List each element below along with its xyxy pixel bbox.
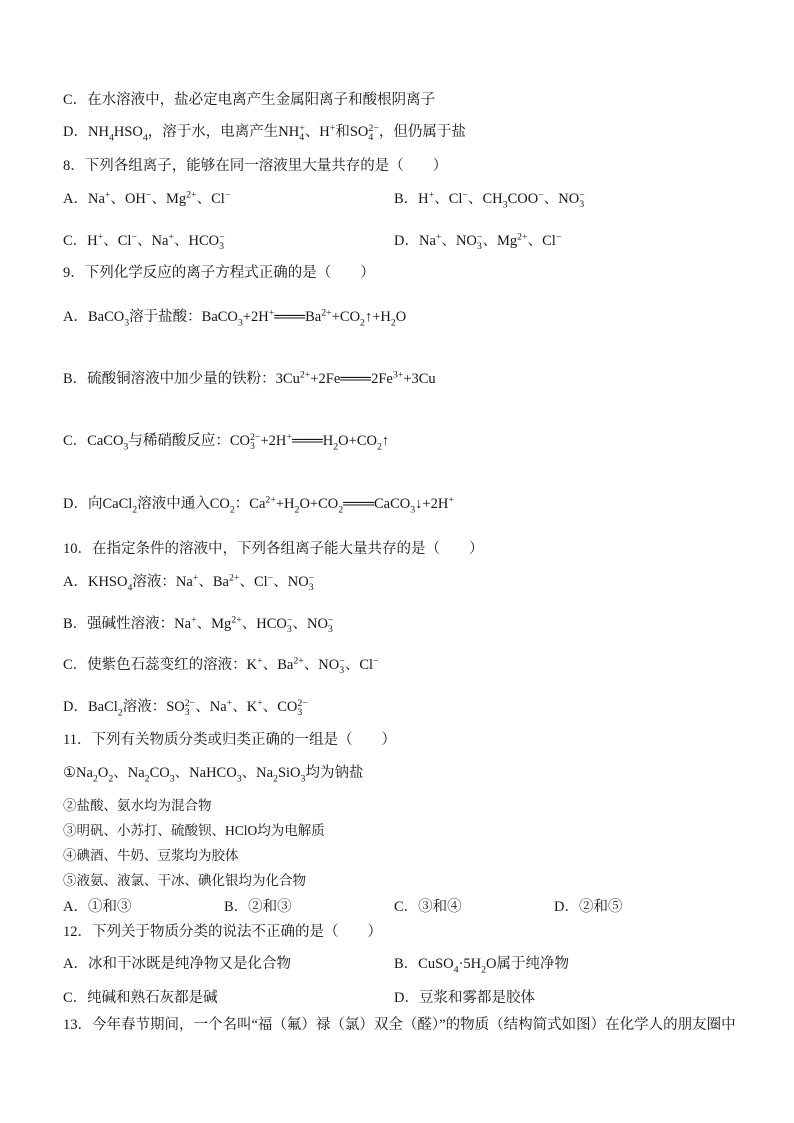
text-run: 、NO (273, 574, 309, 590)
text-run: D．BaCl (63, 699, 118, 715)
subscript: 4 (453, 964, 459, 976)
superscript: 2− (184, 697, 196, 709)
text-run: ：Ca (234, 496, 266, 512)
text-run: +3Cu (403, 371, 436, 387)
subscript: 2 (132, 504, 138, 516)
superscript: 2− (297, 697, 308, 709)
text-run: ①Na (63, 765, 93, 781)
text-run: C．使紫色石蕊变红的溶液：K (63, 657, 258, 673)
q11-stem: 11．下列有关物质分类或归类正确的一组是（ ） (63, 732, 396, 748)
text-run: 、H (304, 124, 330, 140)
superscript: − (145, 189, 152, 201)
subscript: 3 (236, 773, 242, 785)
text-run: 、Na (195, 699, 227, 715)
text-run: 、HCO (241, 616, 287, 632)
superscript: − (219, 231, 225, 243)
superscript: + (192, 572, 199, 584)
subscript: 4 (368, 132, 374, 144)
text-run: A．BaCO (63, 309, 125, 325)
text-run: 溶液中通入CO (137, 496, 230, 512)
text-run: B．强碱性溶液：Na (63, 616, 192, 632)
subscript: 2 (108, 773, 114, 785)
text-run: ，溶于水，电离产生 (147, 124, 279, 140)
superscript: + (286, 431, 292, 443)
subscript: 3 (327, 624, 333, 636)
q12-option-d: D．豆浆和雾都是胶体 (394, 990, 535, 1006)
text-run: 、Ba (198, 574, 229, 590)
text-run: C．H (63, 233, 98, 249)
superscript: + (191, 614, 197, 626)
superscript: 2+ (517, 231, 528, 243)
text-run: 、Cl (527, 233, 556, 249)
subscript: 3 (502, 199, 508, 211)
q11-item-3: ③明矾、小苏打、硫酸钡、HClO均为电解质 (63, 823, 325, 838)
q11-item-2: ②盐酸、氨水均为混合物 (63, 798, 212, 813)
superscript: − (267, 572, 274, 584)
q11-option-c: C．③和④ (394, 899, 462, 915)
text-run: 、CO (262, 699, 298, 715)
q10-option-d (63, 697, 308, 717)
text-run: 、Cl (344, 657, 374, 673)
subscript: 4 (299, 132, 305, 144)
text-run: 、Cl (239, 574, 268, 590)
q8-stem: 8．下列各组离子，能够在同一溶液里大量共存的是（ ） (63, 158, 448, 174)
superscript: + (329, 122, 336, 134)
text-run: O+CO (338, 433, 377, 449)
q12-stem: 12．下列关于物质分类的说法不正确的是（ ） (63, 924, 382, 940)
superscript: − (286, 614, 293, 626)
text-run: +2Fe═══2Fe (310, 371, 393, 387)
text-run: 、HCO (173, 233, 220, 249)
subscript: 3 (184, 707, 190, 719)
superscript: + (257, 697, 263, 709)
subscript: 4 (127, 582, 133, 594)
superscript: + (257, 655, 263, 667)
charge-stack (297, 699, 307, 719)
q12-option-c: C．纯碱和熟石灰都是碱 (63, 990, 218, 1006)
text-run: O属于纯净物 (486, 956, 570, 972)
text-run: 、Mg (151, 191, 187, 207)
subscript: 2 (273, 773, 278, 785)
text-run: D．Na (394, 233, 436, 249)
superscript: 2+ (231, 614, 242, 626)
q10-stem: 10．在指定条件的溶液中，下列各组离子能大量共存的是（ ） (63, 541, 484, 557)
charge-stack (219, 233, 225, 253)
text-run: 溶于盐酸：BaCO (129, 309, 238, 325)
superscript: 2+ (293, 655, 304, 667)
text-run: 、Na (241, 765, 274, 781)
subscript: 2 (229, 504, 235, 516)
text-run: O (395, 309, 407, 325)
subscript: 2 (376, 441, 382, 453)
text-run: A．Na (63, 191, 105, 207)
subscript: 3 (169, 773, 175, 785)
text-run: 溶液：SO (122, 699, 185, 715)
q9-option-a (63, 307, 406, 327)
superscript: − (476, 231, 483, 243)
subscript: 4 (142, 132, 148, 144)
superscript: 2+ (265, 494, 276, 506)
q8-option-a (63, 189, 230, 209)
q10-option-b (63, 614, 333, 634)
text-run: 、Cl (196, 191, 225, 207)
subscript: 4 (108, 132, 114, 144)
q8-option-b (394, 189, 585, 209)
q9-option-c (63, 431, 389, 451)
q12-option-b (394, 954, 569, 974)
subscript: 2 (338, 504, 344, 516)
subscript: 3 (300, 773, 306, 785)
q11-item-5: ⑤液氨、液氯、干冰、碘化银均为化合物 (63, 873, 306, 888)
subscript: 3 (124, 317, 130, 329)
text-run: +2H (260, 433, 287, 449)
q13-stem: 13．今年春节期间，一个名叫“福（氟）禄（氯）双全（醛）”的物质（结构简式如图）在化学人的朋友圈中 (63, 1017, 736, 1033)
text-run: 、NaHCO (174, 765, 237, 781)
superscript: + (435, 231, 442, 243)
superscript: 2− (250, 431, 261, 443)
text-run: ↑+H (364, 309, 391, 325)
text-run: NH (278, 124, 300, 140)
superscript: + (268, 307, 275, 319)
text-run: HSO (113, 124, 143, 140)
text-run: ·5H (458, 956, 482, 972)
q7-option-c: C．在水溶液中，盐必定电离产生金属阳离子和酸根阴离子 (63, 92, 436, 108)
subscript: 2 (481, 964, 487, 976)
text-run: 与稀硝酸反应：CO (128, 433, 250, 449)
q11-option-d: D．②和⑤ (554, 899, 623, 915)
text-run: 和SO (335, 124, 369, 140)
subscript: 2 (390, 317, 396, 329)
text-run: 、Mg (196, 616, 232, 632)
text-run: 、Cl (103, 233, 132, 249)
q9-option-b (63, 369, 436, 389)
text-run: COO (507, 191, 539, 207)
text-run: D． (63, 124, 88, 140)
text-run: +H (275, 496, 295, 512)
text-run: NH (87, 124, 109, 140)
text-run: A．KHSO (63, 574, 128, 590)
subscript: 3 (297, 707, 303, 719)
subscript: 3 (339, 665, 345, 677)
superscript: + (299, 122, 305, 134)
q10-option-a (63, 572, 314, 592)
text-run: 、NO (292, 616, 328, 632)
subscript: 2 (294, 504, 300, 516)
subscript: 3 (250, 441, 255, 453)
superscript: − (579, 189, 585, 201)
subscript: 2 (144, 773, 150, 785)
subscript: 3 (579, 199, 585, 211)
superscript: − (462, 189, 468, 201)
subscript: 2 (360, 317, 365, 329)
charge-stack (368, 124, 378, 144)
superscript: − (327, 614, 334, 626)
text-run: 均为钠盐 (305, 765, 364, 781)
subscript: 3 (410, 504, 416, 516)
superscript: 2+ (228, 572, 240, 584)
q9-option-d (63, 494, 454, 514)
text-run: 、Na (136, 233, 169, 249)
superscript: + (428, 189, 435, 201)
text-run: ═══H (291, 433, 334, 449)
text-run: ，但仍属于盐 (378, 124, 466, 140)
charge-stack (250, 433, 260, 453)
superscript: − (339, 655, 345, 667)
text-run: 、OH (110, 191, 146, 207)
superscript: 2+ (321, 307, 332, 319)
text-run: O (97, 765, 109, 781)
text-run: O+CO (299, 496, 339, 512)
superscript: + (104, 189, 111, 201)
q11-item-4: ④碘酒、牛奶、豆浆均为胶体 (63, 848, 239, 863)
superscript: − (555, 231, 562, 243)
text-run: 、Na (113, 765, 145, 781)
text-run: 、Mg (482, 233, 518, 249)
subscript: 2 (333, 441, 339, 453)
superscript: 2− (368, 122, 379, 134)
q7-option-d (63, 122, 466, 142)
text-run: +CO (331, 309, 361, 325)
superscript: + (448, 494, 454, 506)
superscript: + (97, 231, 104, 243)
text-run: D．向CaCl (63, 496, 133, 512)
subscript: 2 (92, 773, 98, 785)
superscript: 2+ (186, 189, 197, 201)
superscript: − (373, 655, 379, 667)
charge-stack (309, 574, 315, 594)
text-run: 、NO (441, 233, 477, 249)
text-run: 、Ba (262, 657, 294, 673)
text-run: C．CaCO (63, 433, 124, 449)
q11-option-b: B．②和③ (224, 899, 292, 915)
q12-option-a: A．冰和干冰既是纯净物又是化合物 (63, 956, 291, 972)
q11-option-a: A．①和③ (63, 899, 132, 915)
charge-stack (185, 699, 195, 719)
superscript: − (538, 189, 544, 201)
subscript: 3 (237, 317, 243, 329)
text-run: CO (149, 765, 170, 781)
superscript: + (226, 697, 233, 709)
subscript: 3 (308, 582, 314, 594)
text-run: ↓+2H (415, 496, 449, 512)
text-run: ═══Ba (274, 309, 322, 325)
subscript: 3 (219, 241, 225, 253)
superscript: − (131, 231, 137, 243)
text-run: ═══CaCO (343, 496, 411, 512)
superscript: + (168, 231, 174, 243)
text-run: B．硫酸铜溶液中加少量的铁粉：3Cu (63, 371, 300, 387)
charge-stack (328, 616, 334, 636)
charge-stack (579, 191, 585, 211)
superscript: 3+ (392, 369, 404, 381)
text-run: +2H (242, 309, 269, 325)
superscript: 2+ (299, 369, 311, 381)
subscript: 3 (476, 241, 482, 253)
text-run: B．CuSO (394, 956, 454, 972)
text-run: ↑ (381, 433, 390, 449)
subscript: 2 (117, 707, 123, 719)
text-run: SiO (277, 765, 301, 781)
text-run: 、NO (543, 191, 580, 207)
text-run: 、Cl (434, 191, 463, 207)
q8-option-c (63, 231, 225, 251)
q10-option-c (63, 655, 379, 675)
text-run: B．H (394, 191, 429, 207)
text-run: 、NO (303, 657, 340, 673)
subscript: 3 (123, 441, 129, 453)
q11-item-1 (63, 763, 363, 783)
q9-stem: 9．下列化学反应的离子方程式正确的是（ ） (63, 265, 375, 281)
superscript: − (308, 572, 315, 584)
text-run: 溶液：Na (132, 574, 193, 590)
subscript: 3 (286, 624, 292, 636)
superscript: − (224, 189, 231, 201)
text-run: 、CH (467, 191, 503, 207)
q8-option-d (394, 231, 561, 251)
text-run: 、K (232, 699, 258, 715)
